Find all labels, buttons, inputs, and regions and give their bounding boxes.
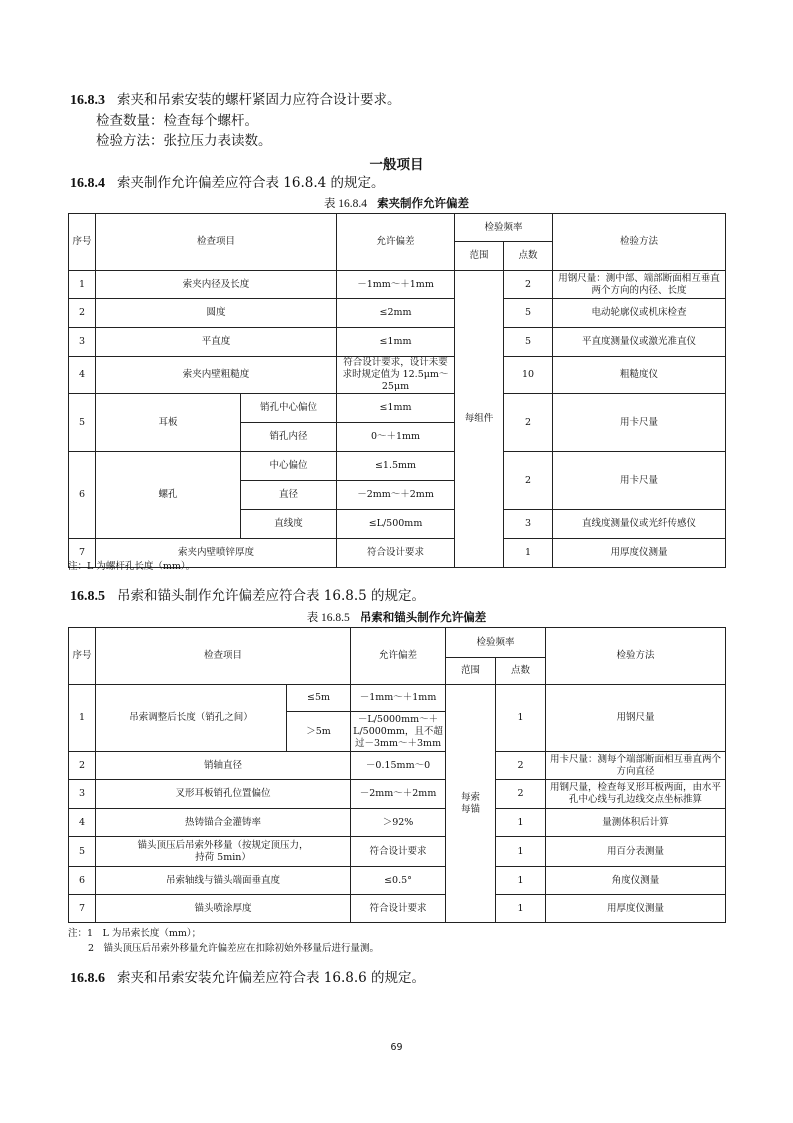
header-points: 点数 (496, 658, 546, 685)
cell-points: 1 (496, 895, 546, 923)
cell-tolerance: －1mm～＋1mm (337, 271, 455, 299)
clause-number: 16.8.5 (70, 589, 105, 604)
clause-text: 索夹和吊索安装允许偏差应符合表 16.8.6 的规定。 (117, 970, 426, 986)
cell-points: 10 (504, 357, 553, 394)
cell-method: 用卡尺量：测每个端部断面相互垂直两个方向直径 (546, 752, 726, 780)
header-item: 检查项目 (96, 628, 351, 685)
table-row (69, 271, 726, 299)
cell-seq: 6 (69, 867, 96, 895)
cell-seq: 1 (69, 271, 96, 299)
cell-seq: 3 (69, 780, 96, 809)
cell-item: 吊索轴线与锚头端面垂直度 (96, 867, 351, 895)
table-16-8-4 (68, 213, 726, 568)
clause-number: 16.8.3 (70, 93, 105, 108)
table-16-8-5 (68, 627, 726, 923)
cell-item: 锚头喷涂厚度 (96, 895, 351, 923)
cell-tolerance: ≤2mm (337, 299, 455, 328)
cell-seq: 7 (69, 539, 96, 568)
cell-tolerance: －L/5000mm～＋L/5000mm，且不超过－3mm～＋3mm (351, 712, 446, 752)
header-frequency: 检验频率 (455, 214, 553, 242)
cell-item: 螺孔 (96, 452, 241, 539)
cell-item: 索夹内壁喷锌厚度 (96, 539, 337, 568)
clause-16-8-5 (70, 586, 425, 607)
cell-seq: 4 (69, 809, 96, 837)
cell-tolerance: ≤1mm (337, 394, 455, 423)
cell-method: 用厚度仪测量 (553, 539, 726, 568)
cell-method: 平直度测量仪或激光准直仪 (553, 328, 726, 357)
cell-points: 1 (496, 867, 546, 895)
cell-points: 2 (504, 452, 553, 510)
cell-points: 2 (496, 780, 546, 809)
table-number: 表 16.8.5 (306, 612, 350, 624)
cell-item: 叉形耳板销孔位置偏位 (96, 780, 351, 809)
cell-method: 粗糙度仪 (553, 357, 726, 394)
cell-item: 吊索调整后长度（销孔之间） (96, 685, 287, 752)
cell-method: 用钢尺量，检查每叉形耳板两面，由水平孔中心线与孔边线交点坐标推算 (546, 780, 726, 809)
table-16-8-5-note-1: 注：1 L 为吊索长度（mm）； (68, 928, 202, 939)
table-row (69, 357, 726, 394)
cell-subitem: 直径 (241, 481, 337, 510)
cell-points: 2 (504, 271, 553, 299)
table-row (69, 328, 726, 357)
clause-text: 索夹制作允许偏差应符合表 16.8.4 的规定。 (117, 175, 385, 191)
cell-points: 1 (504, 539, 553, 568)
cell-subitem: ≤5m (287, 685, 351, 712)
cell-tolerance: 0～＋1mm (337, 423, 455, 452)
header-range: 范围 (446, 658, 496, 685)
cell-method: 用卡尺量 (553, 394, 726, 452)
inspection-method: 检验方法：张拉压力表读数。 (96, 133, 272, 149)
cell-seq: 1 (69, 685, 96, 752)
cell-subitem: ＞5m (287, 712, 351, 752)
cell-tolerance: 符合设计要求 (351, 837, 446, 867)
cell-tolerance: 符合设计要求，设计未要求时规定值为 12.5μm～25μm (337, 357, 455, 394)
cell-item: 平直度 (96, 328, 337, 357)
cell-tolerance: ≤0.5° (351, 867, 446, 895)
cell-seq: 6 (69, 452, 96, 539)
cell-range: 每索每锚 (446, 685, 496, 923)
table-row (69, 867, 726, 895)
clause-16-8-4 (70, 173, 385, 194)
cell-method: 量测体积后计算 (546, 809, 726, 837)
table-16-8-5-note-2: 2 锚头顶压后吊索外移量允许偏差应在扣除初始外移量后进行量测。 (88, 943, 380, 954)
cell-seq: 2 (69, 299, 96, 328)
header-tolerance: 允许偏差 (337, 214, 455, 271)
cell-item: 耳板 (96, 394, 241, 452)
cell-method: 直线度测量仪或光纤传感仪 (553, 510, 726, 539)
clause-text: 吊索和锚头制作允许偏差应符合表 16.8.5 的规定。 (117, 588, 426, 604)
clause-text: 索夹和吊索安装的螺杆紧固力应符合设计要求。 (117, 92, 401, 108)
cell-method: 电动轮廓仪或机床检查 (553, 299, 726, 328)
cell-item: 索夹内径及长度 (96, 271, 337, 299)
section-title: 一般项目 (369, 157, 424, 173)
cell-subitem: 中心偏位 (241, 452, 337, 481)
cell-subitem: 销孔内径 (241, 423, 337, 452)
cell-seq: 5 (69, 837, 96, 867)
cell-item: 销轴直径 (96, 752, 351, 780)
cell-method: 用钢尺量 (546, 685, 726, 752)
header-frequency: 检验频率 (446, 628, 546, 658)
cell-range: 每组件 (455, 271, 504, 568)
cell-tolerance: ≤L/500mm (337, 510, 455, 539)
table-16-8-4-note: 注：L 为螺杆孔长度（mm）。 (68, 561, 196, 572)
inspection-quantity: 检查数量：检查每个螺杆。 (96, 113, 258, 129)
table-row (69, 752, 726, 780)
cell-tolerance: －2mm～＋2mm (337, 481, 455, 510)
header-method: 检验方法 (546, 628, 726, 685)
cell-points: 2 (504, 394, 553, 452)
header-points: 点数 (504, 242, 553, 271)
cell-points: 2 (496, 752, 546, 780)
table-row (69, 299, 726, 328)
cell-item: 热铸锚合金灌铸率 (96, 809, 351, 837)
cell-seq: 5 (69, 394, 96, 452)
cell-tolerance: －2mm～＋2mm (351, 780, 446, 809)
cell-item: 索夹内壁粗糙度 (96, 357, 337, 394)
table-title: 吊索和锚头制作允许偏差 (359, 610, 487, 624)
cell-seq: 4 (69, 357, 96, 394)
page-number: 69 (390, 1042, 403, 1053)
table-row (69, 895, 726, 923)
cell-tolerance: ≤1mm (337, 328, 455, 357)
cell-method: 用百分表测量 (546, 837, 726, 867)
header-seq: 序号 (69, 214, 96, 271)
header-seq: 序号 (69, 628, 96, 685)
header-tolerance: 允许偏差 (351, 628, 446, 685)
table-row (69, 809, 726, 837)
clause-number: 16.8.6 (70, 971, 105, 986)
table-row (69, 780, 726, 809)
cell-tolerance: －1mm～＋1mm (351, 685, 446, 712)
cell-tolerance: 符合设计要求 (351, 895, 446, 923)
cell-item: 圆度 (96, 299, 337, 328)
clause-number: 16.8.4 (70, 176, 105, 191)
cell-seq: 7 (69, 895, 96, 923)
cell-item: 锚头顶压后吊索外移量（按规定顶压力，持荷 5min） (96, 837, 351, 867)
cell-points: 1 (496, 685, 546, 752)
cell-seq: 2 (69, 752, 96, 780)
cell-method: 用卡尺量 (553, 452, 726, 510)
cell-points: 1 (496, 837, 546, 867)
table-row (69, 452, 726, 481)
table-16-8-4-caption (0, 195, 793, 211)
table-row (69, 394, 726, 423)
cell-points: 5 (504, 299, 553, 328)
clause-16-8-3 (70, 90, 401, 111)
header-item: 检查项目 (96, 214, 337, 271)
table-16-8-5-caption (0, 609, 793, 625)
cell-method: 用厚度仪测量 (546, 895, 726, 923)
header-method: 检验方法 (553, 214, 726, 271)
cell-subitem: 直线度 (241, 510, 337, 539)
table-number: 表 16.8.4 (323, 198, 368, 210)
cell-tolerance: ＞92% (351, 809, 446, 837)
clause-16-8-6 (70, 968, 425, 989)
table-title: 索夹制作允许偏差 (377, 196, 470, 210)
cell-tolerance: 符合设计要求 (337, 539, 455, 568)
cell-points: 5 (504, 328, 553, 357)
table-row (69, 837, 726, 867)
cell-points: 1 (496, 809, 546, 837)
cell-method: 用钢尺量：测中部、端部断面相互垂直两个方向的内径、长度 (553, 271, 726, 299)
cell-seq: 3 (69, 328, 96, 357)
cell-subitem: 销孔中心偏位 (241, 394, 337, 423)
table-row (69, 685, 726, 712)
header-range: 范围 (455, 242, 504, 271)
cell-points: 3 (504, 510, 553, 539)
cell-tolerance: ≤1.5mm (337, 452, 455, 481)
cell-tolerance: －0.15mm～0 (351, 752, 446, 780)
cell-method: 角度仪测量 (546, 867, 726, 895)
